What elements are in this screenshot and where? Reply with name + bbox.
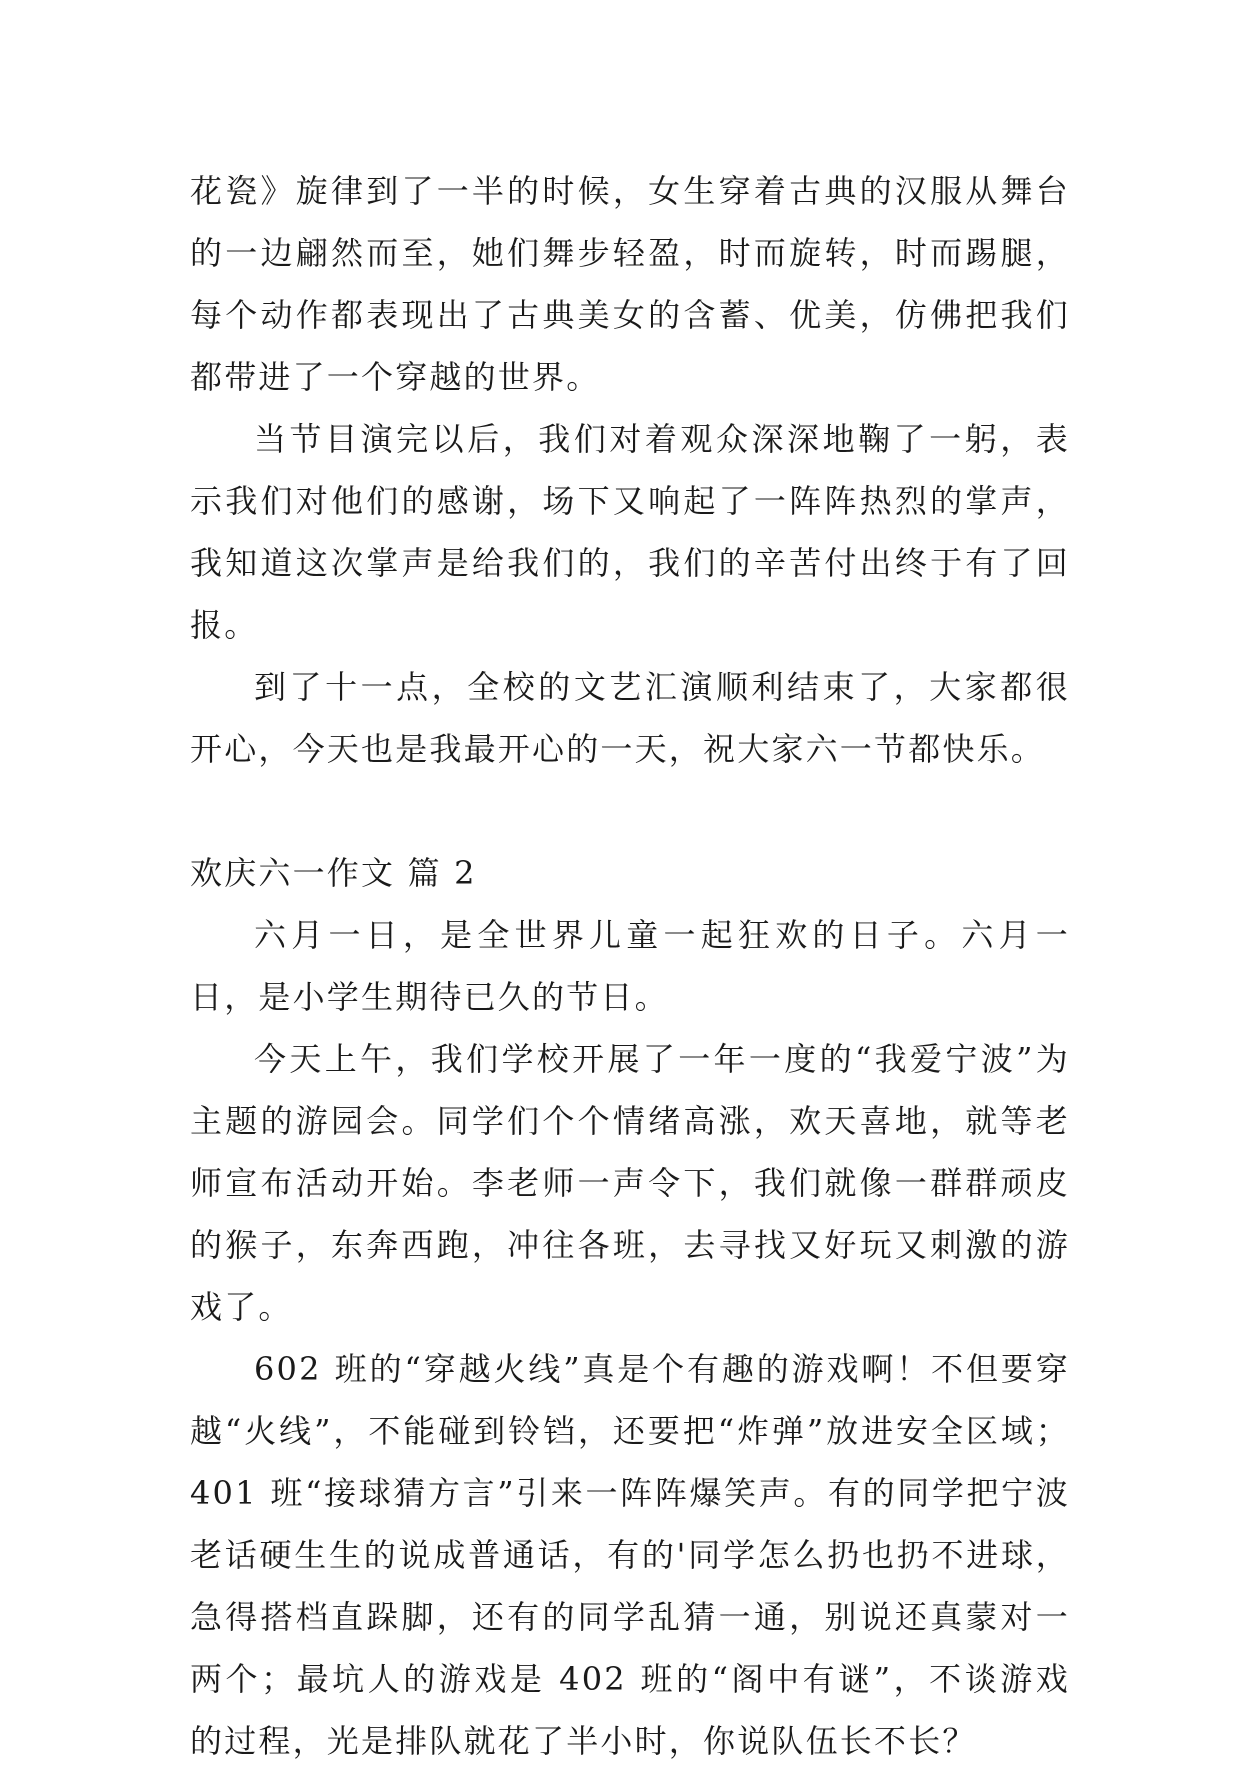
- paragraph-continuation: 花瓷》旋律到了一半的时候，女生穿着古典的汉服从舞台的一边翩然而至，她们舞步轻盈，时而旋转，时而踢腿，每个动作都表现出了古典美女的含蓄、优美，仿佛把我们都带进了一个穿越的世界。: [190, 172, 1070, 396]
- paragraph: 今天上午，我们学校开展了一年一度的“我爱宁波”为主题的游园会。同学们个个情绪高涨，欢天喜地，就等老师宣布活动开始。李老师一声令下，我们就像一群群顽皮的猴子，东奔西跑，冲往各班，去寻找又好玩又刺激的游戏了。: [190, 1040, 1070, 1326]
- document-body: [190, 160, 1070, 1772]
- paragraph: 六月一日，是全世界儿童一起狂欢的日子。六月一日，是小学生期待已久的节日。: [190, 916, 1070, 1016]
- paragraph: 当节目演完以后，我们对着观众深深地鞠了一躬，表示我们对他们的感谢，场下又响起了一阵阵热烈的掌声，我知道这次掌声是给我们的，我们的辛苦付出终于有了回报。: [190, 420, 1070, 644]
- section-gap: [190, 780, 1070, 842]
- paragraph: 到了十一点，全校的文艺汇演顺利结束了，大家都很开心，今天也是我最开心的一天，祝大家六一节都快乐。: [190, 668, 1070, 768]
- section-heading: 欢庆六一作文 篇 2: [190, 854, 477, 892]
- paragraph: 602 班的“穿越火线”真是个有趣的游戏啊！不但要穿越“火线”，不能碰到铃铛，还要把“炸弹”放进安全区域；401 班“接球猜方言”引来一阵阵爆笑声。有的同学把宁波老话硬生生的说成普通话，有的'同学怎么扔也扔不进球，急得搭档直跺脚，还有的同学乱猜一通，别说还真蒙对一两个；最坑人的游戏是 402 班的“阁中有谜”，不谈游戏的过程，光是排队就花了半小时，你说队伍长不长？: [190, 1350, 1070, 1760]
